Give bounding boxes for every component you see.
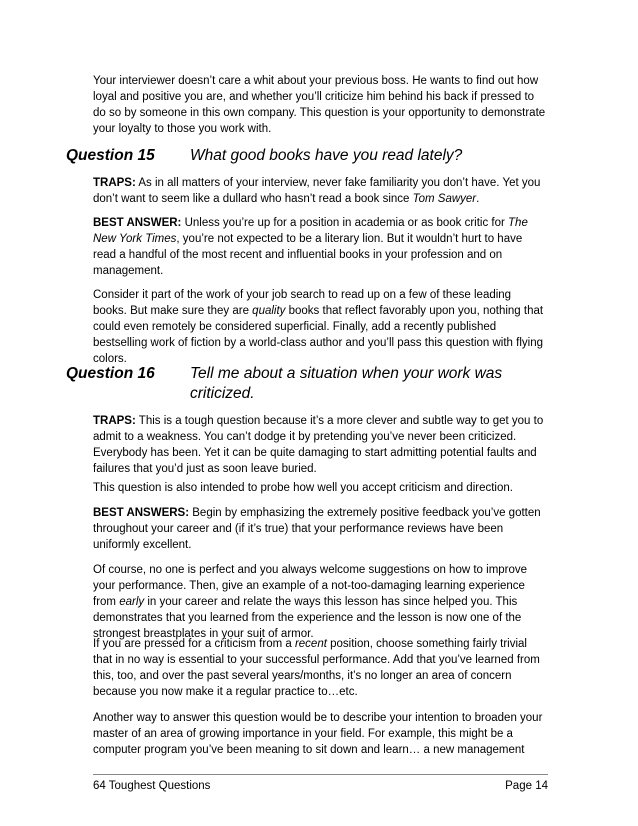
question-16-number: Question 16 (66, 365, 155, 382)
best-answers-label: BEST ANSWERS: (93, 507, 190, 519)
q15-traps-paragraph: TRAPS: As in all matters of your interview, never fake familiarity you don’t have. Yet you don’t want to seem like a dullard who hasn’t read a book since Tom Sawyer. (93, 177, 541, 205)
q16-of-course-paragraph: Of course, no one is perfect and you always welcome suggestions on how to improve your performance. Then, give an example of a not-too-damaging learning experience from early in your career and relate the ways this lesson has since helped you. This demonstrates that you learned from the experience and the lesson is now one of the strongest breastplates in your suit of armor. (93, 564, 528, 640)
q16-traps-paragraph: TRAPS: This is a tough question because it’s a more clever and subtle way to get you to admit to a weakness. You can’t dodge it by pretending you’ve never been criticized. Everybody has been. Yet it can be quite damaging to start admitting potential faults and failures that you’d just as soon leave buried. (93, 415, 544, 475)
q15-consider-paragraph: Consider it part of the work of your job search to read up on a few of these leading books. But make sure they are quality books that reflect favorably upon you, nothing that could even remotely be considered superficial. Finally, add a recently published bestselling work of fiction by a world-class author and you’ll pass this question with flying colors. (93, 289, 544, 365)
traps-label: TRAPS: (93, 177, 136, 189)
q16-another-way-paragraph: Another way to answer this question would be to describe your intention to broaden your master of an area of growing importance in your field. For example, this might be a computer program you’ve been meaning to sit down and learn… a new management (93, 712, 543, 756)
footer-divider (93, 774, 548, 775)
footer-page-number: Page 14 (505, 780, 548, 792)
q16-best-answers-paragraph: BEST ANSWERS: Begin by emphasizing the extremely positive feedback you’ve gotten throughout your career and (if it’s true) that your performance reviews have been uniformly excellent. (93, 507, 541, 551)
best-answer-label: BEST ANSWER: (93, 217, 182, 229)
q15-best-answer-paragraph: BEST ANSWER: Unless you’re up for a position in academia or as book critic for The New York Times, you’re not expected to be a literary lion. But it wouldn’t hurt to have read a handful of the most recent and influential books in your profession and on management. (93, 217, 528, 277)
traps-label: TRAPS: (93, 415, 136, 427)
intro-paragraph: Your interviewer doesn’t care a whit about your previous boss. He wants to find out how loyal and positive you are, and whether you’ll criticize him behind his back if pressed to do so by someone in this own company. This question is your opportunity to demonstrate your loyalty to those you work with. (93, 75, 546, 135)
q16-probe-paragraph: This question is also intended to probe how well you accept criticism and direction. (93, 482, 513, 494)
q16-pressed-paragraph: If you are pressed for a criticism from a recent position, choose something fairly trivial that in no way is essential to your successful performance. Add that you’ve learned from this, too, and over the past several years/months, it’s no longer an area of concern because you now make it a regular practice to…etc. (93, 638, 540, 698)
question-15-title: What good books have you read lately? (190, 147, 463, 164)
question-15-number: Question 15 (66, 147, 155, 164)
footer-title: 64 Toughest Questions (93, 780, 211, 792)
question-16-title: Tell me about a situation when your work was criticized. (190, 365, 503, 402)
